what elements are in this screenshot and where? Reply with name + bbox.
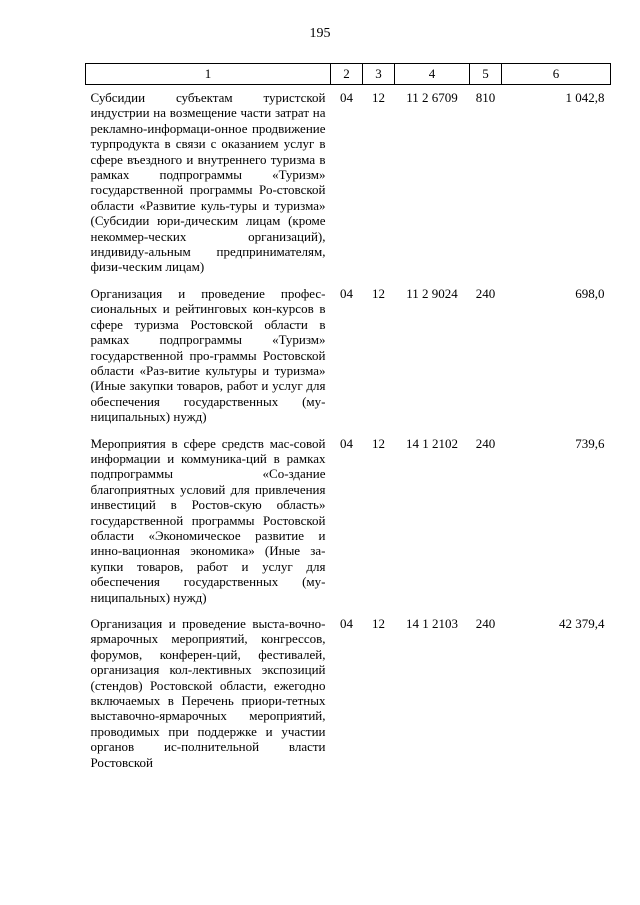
table-row [86, 85, 611, 281]
row-amount: 698,0 [575, 285, 605, 301]
table-row [86, 281, 611, 431]
header-col-2: 2 [331, 64, 363, 85]
row-amount: 42 379,4 [559, 616, 605, 631]
row-amount: 1 042,8 [565, 90, 605, 105]
row-subsection-code: 12 [372, 435, 385, 451]
row-subsection-code: 12 [372, 285, 385, 301]
row-target-article: 11 2 6709 [406, 90, 458, 105]
row-description: Организация и проведение профес-сиональных и рейтинговых кон-курсов в сфере туризма Ростовской области в рамках подпрограммы «Туризм» государственной про-граммы Ростовской области «Раз-витие культуры и туризма» (Иные закупки товаров, работ и услуг для обеспечения государственных (му-ниципальных) нужд) [90, 285, 326, 425]
header-col-6: 6 [502, 64, 611, 85]
row-section-code: 04 [340, 285, 353, 301]
row-expense-type: 240 [475, 285, 496, 301]
row-description: Организация и проведение выста-вочно-ярмарочных мероприятий, конгрессов, форумов, конферен-ций, фестивалей, организация кол-лективных экспозиций (стендов) Ростовской области, ежегодно включаемых в Перечень приори-тетных выставочно-ярмарочных мероприятий, проводимых при поддержке и участии органов ис-полнительной власти Ростовской [90, 616, 326, 770]
row-section-code: 04 [340, 616, 353, 631]
row-subsection-code: 12 [372, 616, 385, 631]
row-section-code: 04 [340, 435, 353, 451]
row-subsection-code: 12 [372, 90, 385, 105]
row-description: Субсидии субъектам туристской индустрии на возмещение части затрат на рекламно-информаци-онное продвижение турпродукта в связи с оказанием услуг в сфере въездного и внутреннего туризма в рамках подпрограммы «Туризм» государственной программы Ро-стовской области «Развитие куль-туры и туризма» (Субсидии юри-дическим лицам (кроме некоммер-ческих организаций), индивиду-альным предпринимателям, физи-ческим лицам) [90, 90, 326, 275]
budget-table [85, 63, 611, 776]
row-target-article: 11 2 9024 [406, 285, 458, 301]
row-target-article: 14 1 2102 [406, 435, 458, 451]
row-amount: 739,6 [575, 435, 605, 451]
table-header-row [86, 64, 611, 85]
table-row [86, 611, 611, 776]
table-row [86, 431, 611, 611]
row-expense-type: 810 [475, 90, 496, 105]
row-section-code: 04 [340, 90, 353, 105]
header-col-1: 1 [86, 64, 331, 85]
header-col-4: 4 [395, 64, 470, 85]
header-col-3: 3 [363, 64, 395, 85]
page-number: 195 [309, 26, 331, 41]
row-expense-type: 240 [475, 616, 496, 631]
row-description: Мероприятия в сфере средств мас-совой информации и коммуника-ций в рамках подпрограммы «Со-здание благоприятных условий для привлечения инвестиций в Ростов-скую область» государственной программы Ростовской области «Экономическое развитие и инно-вационная экономика» (Иные за-купки товаров, работ и услуг для обеспечения государственных (му-ниципальных) нужд) [90, 435, 326, 605]
header-col-5: 5 [470, 64, 502, 85]
row-expense-type: 240 [475, 435, 496, 451]
row-target-article: 14 1 2103 [406, 616, 458, 631]
